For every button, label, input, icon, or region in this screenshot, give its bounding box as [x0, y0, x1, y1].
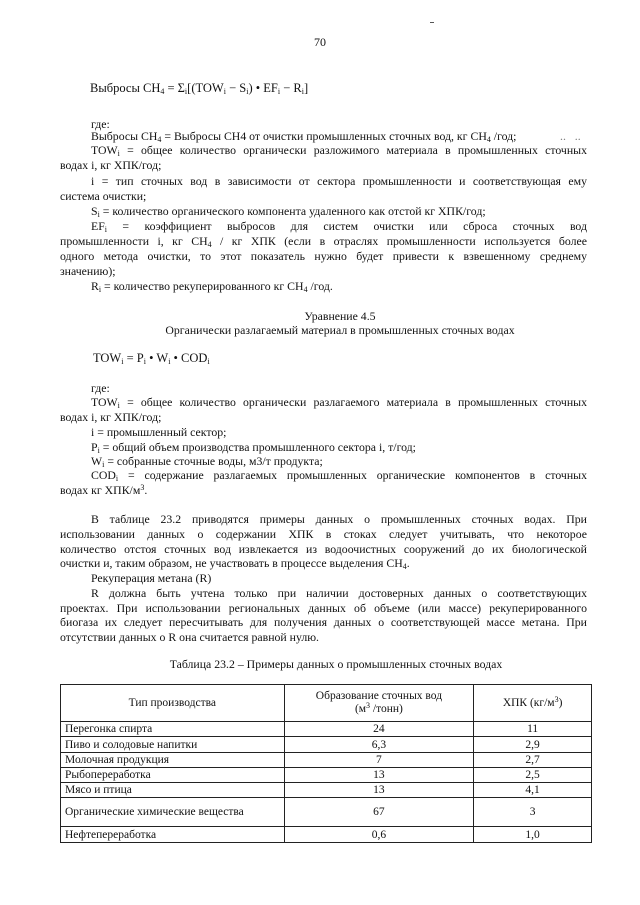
equation-subtitle: Органически разлагаемый материал в промышленных сточных водах	[165, 323, 515, 337]
cell-cod: 11	[474, 722, 592, 737]
definition-tow-line1: $TOW_i$ = общее количество органически разложимого материала в промышленных сточных	[91, 143, 587, 158]
paragraph1-line2: использовании данных о содержании ХПК в стоках следует учитывать, что некоторое	[60, 527, 587, 541]
cell-type: Нефтепереработка	[61, 827, 285, 842]
definition-tow-line2: водах i, кг ХПК/год;	[60, 158, 162, 172]
tow-formula: $TOW_i = P_i$ • $W_i$ • $COD_i$	[93, 351, 210, 366]
definition-i-line1: i = тип сточных вод в зависимости от сектора промышленности и соответствующая ему	[91, 174, 587, 188]
definition2-cod-line1: $COD_i$ = содержание разлагаемых промышленных органические компонентов в сточных	[91, 468, 587, 483]
cell-wastewater: 7	[284, 752, 474, 767]
definition-ef-line4: значению);	[60, 264, 116, 278]
definition-ef-line2: промышленности i, кг $CH_4$ / кг ХПК (если в отраслях промышленности используется более	[60, 234, 587, 249]
table-header-row	[61, 685, 592, 722]
cell-cod: 1,0	[474, 827, 592, 842]
cell-wastewater: 6,3	[284, 737, 474, 752]
table-row	[61, 827, 592, 842]
cell-cod: 2,7	[474, 752, 592, 767]
cell-type: Пиво и солодовые напитки	[61, 737, 285, 752]
cell-cod: 3	[474, 798, 592, 827]
paragraph1-line1: В таблице 23.2 приводятся примеры данных о промышленных сточных водах. При	[91, 512, 587, 526]
cell-wastewater: 0,6	[284, 827, 474, 842]
cell-type: Перегонка спирта	[61, 722, 285, 737]
definition2-tow-line2: водах i, кг ХПК/год;	[60, 410, 162, 424]
header-production-type: Тип производства	[61, 685, 285, 722]
definition-ef-line1: $EF_i$ = коэффициент выбросов для систем очистки или сброса сточных вод	[91, 219, 587, 234]
definition-emissions: Выбросы $CH_4$ = Выбросы CH4 от очистки промышленных сточных вод, кг $CH_4$ /год;	[91, 129, 517, 144]
paragraph2-line4: отсутствии данных о R она считается равной нулю.	[60, 630, 320, 644]
paragraph1-line3: количество отстоя сточных вод извлекается из водоочистных сооружений до их биологической	[60, 542, 587, 556]
cell-wastewater: 13	[284, 767, 474, 782]
cell-cod: 2,9	[474, 737, 592, 752]
cell-wastewater: 67	[284, 798, 474, 827]
paragraph2-line2: проектах. При использовании региональных данных об объеме (или массе) рекуперированного	[60, 601, 587, 615]
table-row	[61, 767, 592, 782]
paragraph2-line1: R должна быть учтена только при наличии достоверных данных о соответствующих	[91, 586, 587, 600]
table-caption: Таблица 23.2 – Примеры данных о промышленных сточных водах	[169, 657, 503, 671]
definition-ef-line3: одного метода очистки, то этот показатель нужно будет привести к взвешенному среднему	[60, 249, 587, 263]
cell-wastewater: 13	[284, 783, 474, 798]
emission-formula: Выбросы $CH_4 = \Sigma_i[(TOW_i - S_i)$ • $EF_i - R_i$]	[90, 81, 309, 96]
definition2-w: $W_i$ = собранные сточные воды, м3/т продукта;	[91, 454, 323, 469]
cell-type: Органические химические вещества	[61, 798, 285, 827]
paragraph2-line3: биогаза их следует пересчитывать для получения данных о соответствующей массе метана. При	[60, 615, 587, 629]
table-row	[61, 752, 592, 767]
header-cod: ХПК $(кг/м^3)$	[474, 685, 592, 722]
definition-r: $R_i$ = количество рекуперированного кг $CH_4$ /год.	[91, 279, 333, 294]
table-row	[61, 737, 592, 752]
scan-dots: .. ..	[560, 129, 581, 143]
equation-title: Уравнение 4.5	[304, 309, 376, 323]
where-label-2: где:	[91, 381, 110, 395]
cell-type: Мясо и птица	[61, 783, 285, 798]
wastewater-data-table	[60, 684, 592, 843]
header-wastewater-generation: Образование сточных вод ($м^3$ /тонн)	[284, 685, 474, 722]
table-row	[61, 798, 592, 827]
paragraph1-line4: очистки и, таким образом, не участвовать в процессе выделения $CH_4$.	[60, 556, 410, 571]
table-row	[61, 722, 592, 737]
where-label: где:	[91, 117, 110, 131]
definition-s: $S_i$ = количество органического компонента удаленного как отстой кг ХПК/год;	[91, 204, 486, 219]
cell-type: Рыбопереработка	[61, 767, 285, 782]
table-row	[61, 783, 592, 798]
definition2-tow-line1: $TOW_i$ = общее количество органически разлагаемого материала в промышленных сточных	[91, 395, 587, 410]
definition2-i: i = промышленный сектор;	[91, 425, 227, 439]
scan-speck	[430, 22, 434, 23]
recovery-heading: Рекуперация метана (R)	[91, 571, 212, 585]
definition2-p: $P_i$ = общий объем производства промышленного сектора i, т/год;	[91, 440, 416, 455]
cell-wastewater: 24	[284, 722, 474, 737]
cell-cod: 4,1	[474, 783, 592, 798]
definition2-cod-line2: водах кг ХПК/$м^3$.	[60, 483, 148, 497]
definition-i-line2: система очистки;	[60, 189, 147, 203]
cell-type: Молочная продукция	[61, 752, 285, 767]
cell-cod: 2,5	[474, 767, 592, 782]
page-number: 70	[314, 35, 326, 49]
